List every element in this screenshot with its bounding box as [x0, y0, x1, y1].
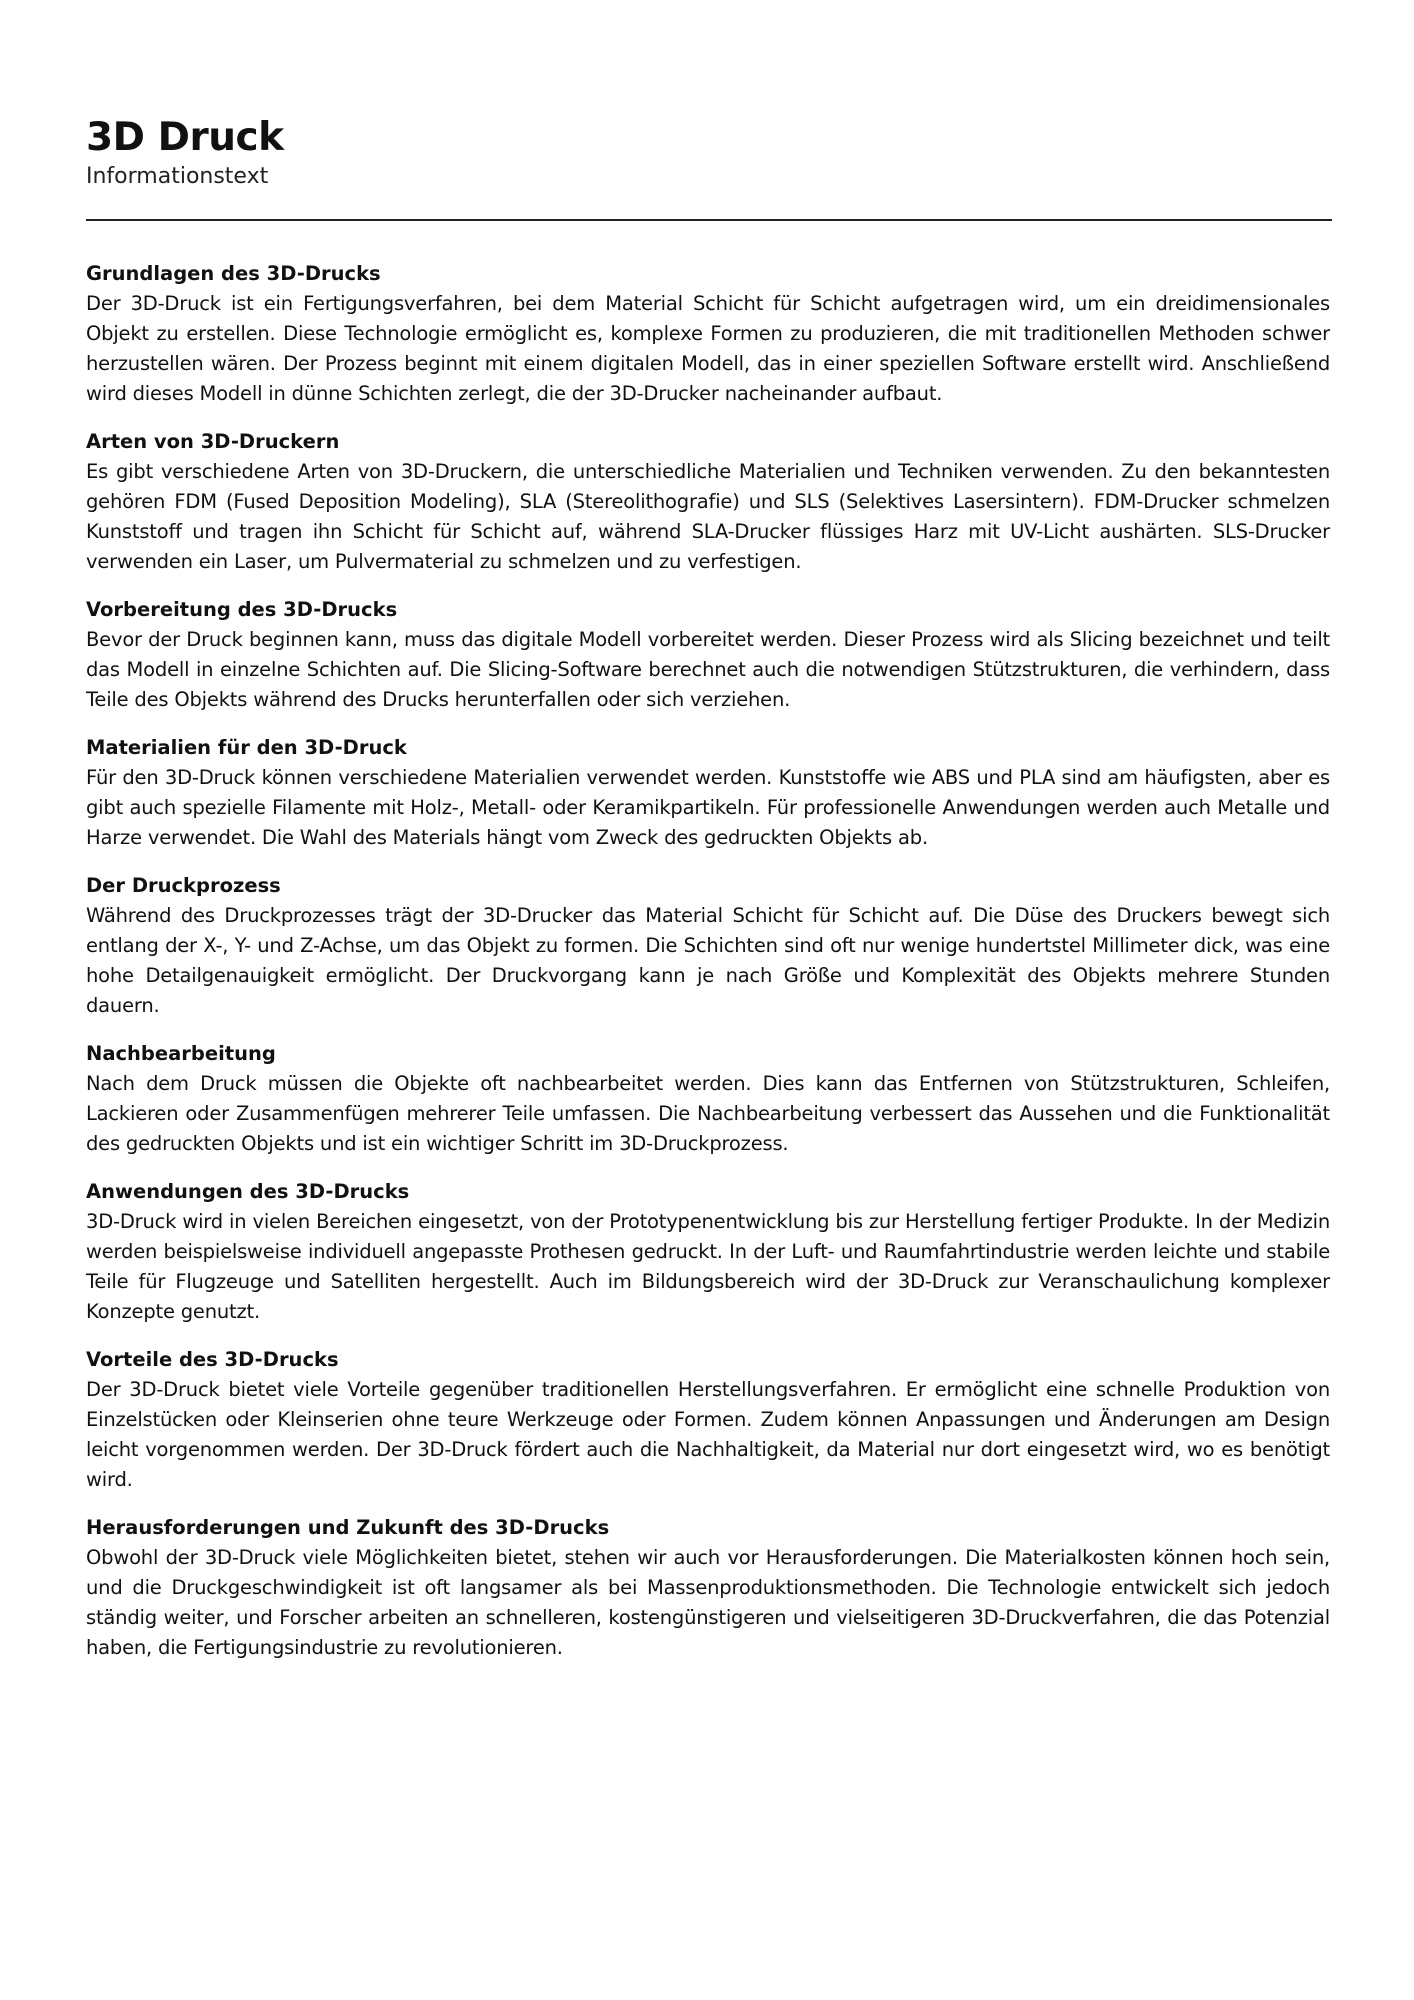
- section-heading: Materialien für den 3D-Druck: [86, 736, 407, 759]
- section-druckprozess: [86, 871, 1330, 1021]
- sections-container: [86, 259, 1330, 1663]
- section-herausforderungen: [86, 1513, 1330, 1663]
- section-heading: Nachbearbeitung: [86, 1042, 276, 1065]
- section-materialien: [86, 733, 1330, 853]
- section-heading: Vorbereitung des 3D-Drucks: [86, 598, 398, 621]
- page-title: 3D Druck: [86, 115, 284, 160]
- section-body: Bevor der Druck beginnen kann, muss das digitale Modell vorbereitet werden. Dieser Prozess wird als Slicing bezeichnet und teilt das Modell in einzelne Schichten auf. Die Slicing-Software berechnet auch die notwendigen Stützstrukturen, die verhindern, dass Teile des Objekts während des Drucks herunterfallen oder sich verziehen.: [86, 628, 1330, 711]
- section-heading: Vorteile des 3D-Drucks: [86, 1348, 339, 1371]
- section-arten: [86, 427, 1330, 577]
- section-heading: Anwendungen des 3D-Drucks: [86, 1180, 410, 1203]
- section-vorbereitung: [86, 595, 1330, 715]
- section-heading: Der Druckprozess: [86, 874, 281, 897]
- section-anwendungen: [86, 1177, 1330, 1327]
- section-heading: Arten von 3D-Druckern: [86, 430, 340, 453]
- section-body: Der 3D-Druck bietet viele Vorteile gegenüber traditionellen Herstellungsverfahren. Er ermöglicht eine schnelle Produktion von Einzelstücken oder Kleinserien ohne teure Werkzeuge oder Formen. Zudem können Anpassungen und Änderungen am Design leicht vorgenommen werden. Der 3D-Druck fördert auch die Nachhaltigkeit, da Material nur dort eingesetzt wird, wo es benötigt wird.: [86, 1378, 1330, 1491]
- header-divider: [86, 219, 1332, 221]
- section-nachbearbeitung: [86, 1039, 1330, 1159]
- section-body: Während des Druckprozesses trägt der 3D-Drucker das Material Schicht für Schicht auf. Die Düse des Druckers bewegt sich entlang der X-, Y- und Z-Achse, um das Objekt zu formen. Die Schichten sind oft nur wenige hundertstel Millimeter dick, was eine hohe Detailgenauigkeit ermöglicht. Der Druckvorgang kann je nach Größe und Komplexität des Objekts mehrere Stunden dauern.: [86, 904, 1330, 1017]
- section-heading: Herausforderungen und Zukunft des 3D-Drucks: [86, 1516, 610, 1539]
- section-body: 3D-Druck wird in vielen Bereichen eingesetzt, von der Prototypenentwicklung bis zur Herstellung fertiger Produkte. In der Medizin werden beispielsweise individuell angepasste Prothesen gedruckt. In der Luft- und Raumfahrtindustrie werden leichte und stabile Teile für Flugzeuge und Satelliten hergestellt. Auch im Bildungsbereich wird der 3D-Druck zur Veranschaulichung komplexer Konzepte genutzt.: [86, 1210, 1330, 1323]
- section-body: Nach dem Druck müssen die Objekte oft nachbearbeitet werden. Dies kann das Entfernen von Stützstrukturen, Schleifen, Lackieren oder Zusammenfügen mehrerer Teile umfassen. Die Nachbearbeitung verbessert das Aussehen und die Funktionalität des gedruckten Objekts und ist ein wichtiger Schritt im 3D-Druckprozess.: [86, 1072, 1330, 1155]
- document-page: [86, 0, 1330, 1681]
- section-body: Es gibt verschiedene Arten von 3D-Druckern, die unterschiedliche Materialien und Techniken verwenden. Zu den bekanntesten gehören FDM (Fused Deposition Modeling), SLA (Stereolithografie) und SLS (Selektives Lasersintern). FDM-Drucker schmelzen Kunststoff und tragen ihn Schicht für Schicht auf, während SLA-Drucker flüssiges Harz mit UV-Licht aushärten. SLS-Drucker verwenden ein Laser, um Pulvermaterial zu schmelzen und zu verfestigen.: [86, 460, 1330, 573]
- section-body: Für den 3D-Druck können verschiedene Materialien verwendet werden. Kunststoffe wie ABS und PLA sind am häufigsten, aber es gibt auch spezielle Filamente mit Holz-, Metall- oder Keramikpartikeln. Für professionelle Anwendungen werden auch Metalle und Harze verwendet. Die Wahl des Materials hängt vom Zweck des gedruckten Objekts ab.: [86, 766, 1330, 849]
- section-grundlagen: [86, 259, 1330, 409]
- section-vorteile: [86, 1345, 1330, 1495]
- section-body: Der 3D-Druck ist ein Fertigungsverfahren, bei dem Material Schicht für Schicht aufgetragen wird, um ein dreidimensionales Objekt zu erstellen. Diese Technologie ermöglicht es, komplexe Formen zu produzieren, die mit traditionellen Methoden schwer herzustellen wären. Der Prozess beginnt mit einem digitalen Modell, das in einer speziellen Software erstellt wird. Anschließend wird dieses Modell in dünne Schichten zerlegt, die der 3D-Drucker nacheinander aufbaut.: [86, 292, 1330, 405]
- section-heading: Grundlagen des 3D-Drucks: [86, 262, 381, 285]
- section-body: Obwohl der 3D-Druck viele Möglichkeiten bietet, stehen wir auch vor Herausforderungen. Die Materialkosten können hoch sein, und die Druckgeschwindigkeit ist oft langsamer als bei Massenproduktionsmethoden. Die Technologie entwickelt sich jedoch ständig weiter, und Forscher arbeiten an schnelleren, kostengünstigeren und vielseitigeren 3D-Druckverfahren, die das Potenzial haben, die Fertigungsindustrie zu revolutionieren.: [86, 1546, 1330, 1659]
- page-subtitle: Informationstext: [86, 164, 269, 189]
